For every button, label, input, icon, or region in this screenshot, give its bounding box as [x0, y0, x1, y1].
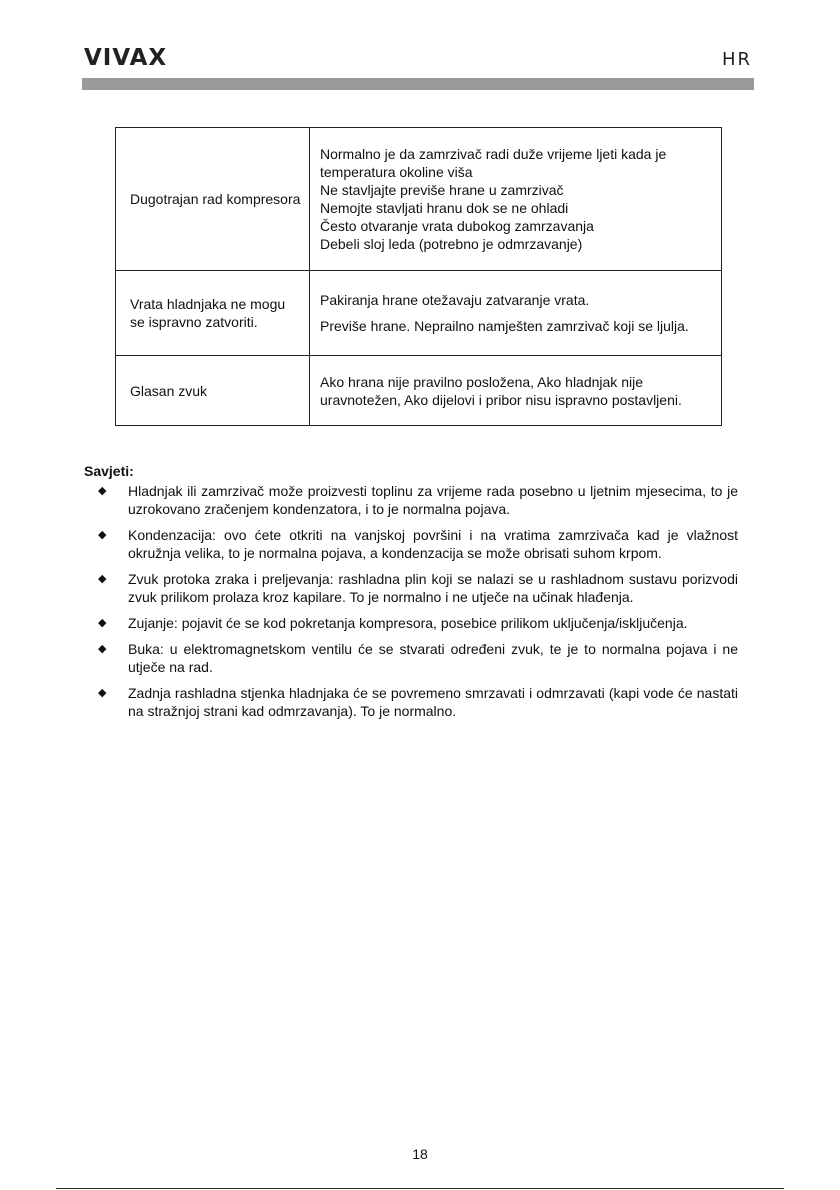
tip-text: Buka: u elektromagnetskom ventilu će se stvarati određeni zvuk, te je to normalna pojava i ne utječe na rad.	[128, 641, 738, 675]
cause-cell	[310, 128, 722, 271]
page-number: 18	[412, 1146, 428, 1162]
tip-text: Zujanje: pojavit će se kod pokretanja kompresora, posebice prilikom uključenja/isključenja.	[128, 615, 688, 631]
diamond-bullet-icon: ◆	[98, 529, 107, 541]
problem-cell: Vrata hladnjaka ne mogu se ispravno zatvoriti.	[116, 271, 310, 356]
list-item	[98, 684, 738, 720]
diamond-bullet-icon: ◆	[98, 617, 107, 629]
tips-title: Savjeti:	[84, 463, 134, 479]
footer-divider	[56, 1188, 784, 1189]
cause-line: Nemojte stavljati hranu dok se ne ohladi	[320, 200, 569, 216]
problem-cell: Glasan zvuk	[116, 356, 310, 426]
list-item	[98, 482, 738, 518]
tip-text: Kondenzacija: ovo ćete otkriti na vanjskoj površini i na vratima zamrzivača kad je vlažnost okružnja velika, to je normalna pojava, a kondenzacija se može obrisati suhom krpom.	[128, 527, 738, 561]
cause-line: Ako hrana nije pravilno posložena, Ako hladnjak nije uravnotežen, Ako dijelovi i pribor nisu ispravno postavljeni.	[320, 373, 682, 408]
troubleshooting-table	[115, 127, 722, 426]
cause-line: Normalno je da zamrzivač radi duže vrijeme ljeti kada je temperatura okoline viša	[320, 146, 667, 180]
language-code: HR	[722, 49, 753, 70]
cause-cell	[310, 271, 722, 356]
list-item	[98, 570, 738, 606]
cause-line: Previše hrane. Neprailno namješten zamrzivač koji se ljulja.	[320, 318, 689, 334]
diamond-bullet-icon: ◆	[98, 643, 107, 655]
header-bar	[82, 78, 754, 90]
cause-line: Često otvaranje vrata dubokog zamrzavanja	[320, 218, 594, 234]
list-item	[98, 640, 738, 676]
diamond-bullet-icon: ◆	[98, 485, 107, 497]
tips-list	[98, 482, 738, 728]
tip-text: Zvuk protoka zraka i preljevanja: rashladna plin koji se nalazi se u rashladnom sustavu porizvodi zvuk prilikom prolaza kroz kapilare. To je normalno i ne utječe na učinak hlađenja.	[128, 571, 738, 605]
cause-cell	[310, 356, 722, 426]
table-row	[116, 271, 722, 356]
diamond-bullet-icon: ◆	[98, 687, 107, 699]
diamond-bullet-icon: ◆	[98, 573, 107, 585]
list-item	[98, 614, 738, 632]
list-item	[98, 526, 738, 562]
cause-line: Pakiranja hrane otežavaju zatvaranje vrata.	[320, 292, 590, 308]
cause-line: Ne stavljajte previše hrane u zamrzivač	[320, 182, 564, 198]
brand-logo: VIVAX	[84, 45, 168, 71]
tip-text: Zadnja rashladna stjenka hladnjaka će se povremeno smrzavati i odmrzavati (kapi vode će nastati na stražnjoj strani kad odmrzavanja). To je normalno.	[128, 685, 738, 719]
table-row	[116, 356, 722, 426]
tip-text: Hladnjak ili zamrzivač može proizvesti toplinu za vrijeme rada posebno u ljetnim mjesecima, to je uzrokovano zračenjem kondenzatora, i to je normalna pojava.	[128, 483, 738, 517]
problem-cell: Dugotrajan rad kompresora	[116, 128, 310, 271]
cause-line: Debeli sloj leda (potrebno je odmrzavanje)	[320, 236, 583, 252]
table-row	[116, 128, 722, 271]
